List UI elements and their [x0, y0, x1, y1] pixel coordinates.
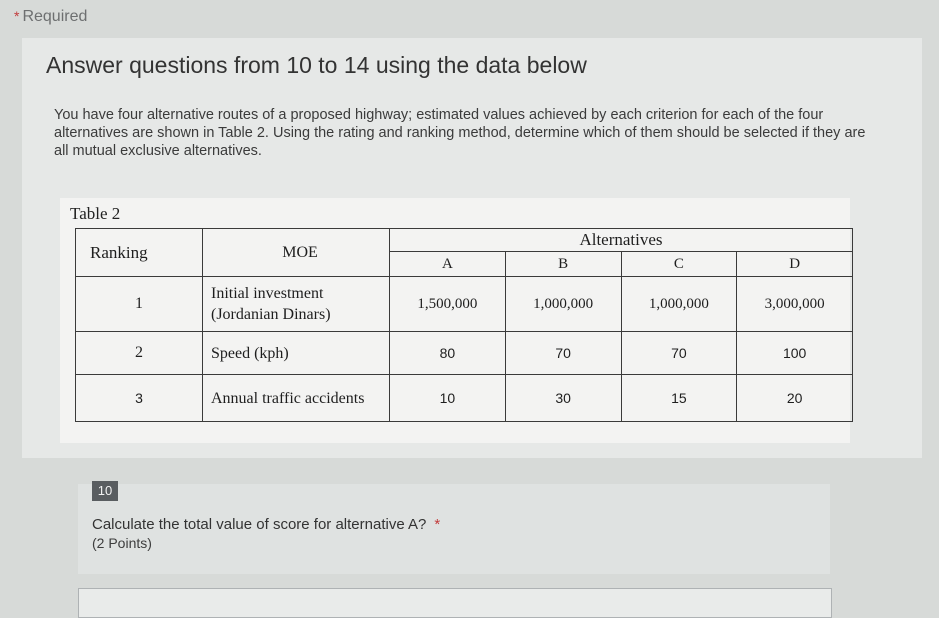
value-cell: 70: [505, 332, 621, 375]
table-row: [76, 375, 853, 422]
header-ranking: Ranking: [76, 229, 203, 277]
moe-cell: Speed (kph): [203, 332, 390, 375]
rank-cell: 2: [76, 332, 203, 375]
table-caption: Table 2: [70, 204, 121, 223]
value-cell: 70: [621, 332, 737, 375]
value-cell: 30: [505, 375, 621, 422]
question-text-row: [92, 516, 440, 533]
value-cell: 3,000,000: [737, 277, 853, 332]
value-cell: 10: [390, 375, 506, 422]
section-title: Answer questions from 10 to 14 using the data below: [46, 52, 587, 78]
header-alt-a: A: [390, 252, 506, 277]
header-alternatives: Alternatives: [390, 229, 853, 252]
header-moe: MOE: [203, 229, 390, 277]
value-cell: 100: [737, 332, 853, 375]
rank-cell: 3: [76, 375, 203, 422]
value-cell: 1,000,000: [621, 277, 737, 332]
question-points: (2 Points): [92, 535, 152, 551]
question-number-badge: 10: [92, 481, 118, 501]
header-alt-b: B: [505, 252, 621, 277]
value-cell: 15: [621, 375, 737, 422]
rank-cell: 1: [76, 277, 203, 332]
alternatives-table: [75, 228, 853, 422]
header-alt-d: D: [737, 252, 853, 277]
table-row: [76, 332, 853, 375]
required-label: Required: [22, 8, 88, 25]
value-cell: 1,000,000: [505, 277, 621, 332]
value-cell: 1,500,000: [390, 277, 506, 332]
header-alt-c: C: [621, 252, 737, 277]
value-cell: 80: [390, 332, 506, 375]
question-text: Calculate the total value of score for alternative A?: [92, 516, 427, 533]
required-star-icon: *: [14, 8, 20, 24]
moe-cell: Initial investment (Jordanian Dinars): [203, 277, 390, 332]
section-description: You have four alternative routes of a proposed highway; estimated values achieved by each criterion for each of the four alternatives are shown in Table 2. Using the rating and ranking method, determine which of them should be selected if they are all mutual exclusive alternatives.: [54, 107, 866, 159]
table-header-row: [76, 229, 853, 252]
table-row: [76, 277, 853, 332]
required-indicator: [14, 8, 87, 26]
answer-input[interactable]: [78, 588, 832, 618]
moe-cell: Annual traffic accidents: [203, 375, 390, 422]
required-star-icon: *: [434, 516, 441, 533]
value-cell: 20: [737, 375, 853, 422]
